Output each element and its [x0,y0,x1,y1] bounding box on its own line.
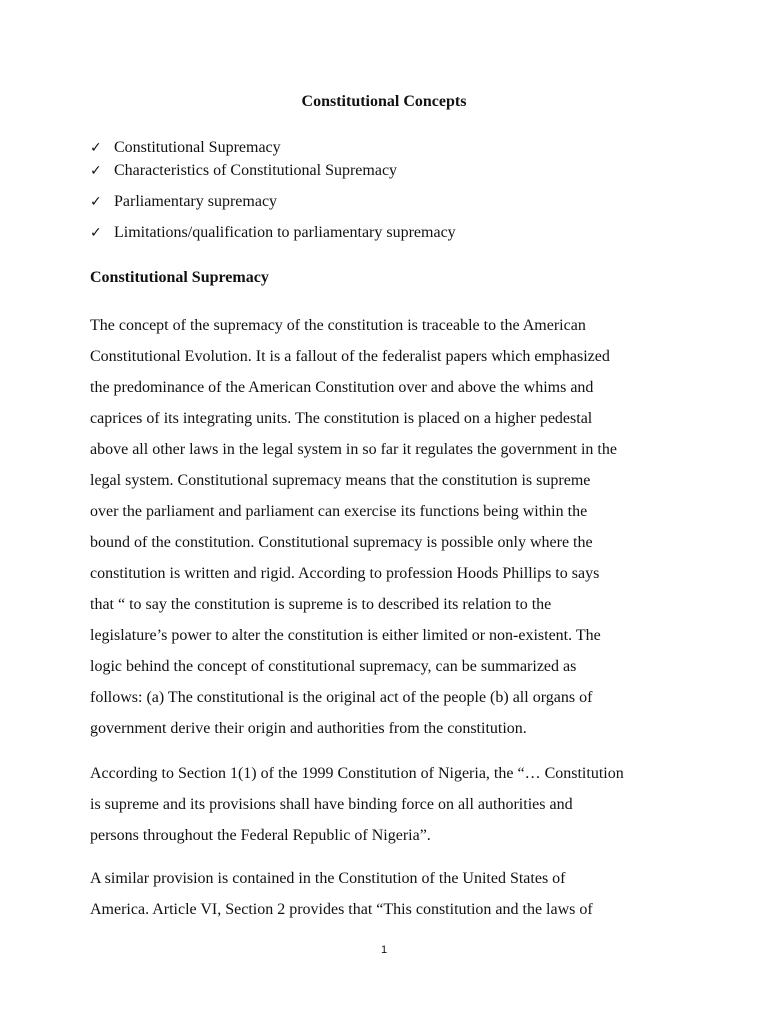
paragraph-us-constitution [90,863,680,925]
text-line: According to Section 1(1) of the 1999 Constitution of Nigeria, the “… Constitution [90,765,624,782]
text-line: Constitutional Evolution. It is a fallout of the federalist papers which emphasized [90,348,610,365]
checklist-item [90,192,456,212]
paragraph-constitutional-supremacy [90,310,680,744]
checklist-item [90,223,456,243]
checklist-item-label: Limitations/qualification to parliamentary supremacy [114,224,456,241]
text-line: follows: (a) The constitutional is the original act of the people (b) all organs of [90,689,593,706]
text-line: bound of the constitution. Constitutional supremacy is possible only where the [90,534,593,551]
text-line: logic behind the concept of constitutional supremacy, can be summarized as [90,658,577,675]
text-line: caprices of its integrating units. The constitution is placed on a higher pedestal [90,410,593,427]
text-line: constitution is written and rigid. According to profession Hoods Phillips to says [90,565,600,582]
checklist-item-label: Parliamentary supremacy [114,193,278,210]
text-line: legal system. Constitutional supremacy means that the constitution is supreme [90,472,591,489]
checklist-item-label: Characteristics of Constitutional Supremacy [114,162,398,179]
text-line: The concept of the supremacy of the constitution is traceable to the American [90,317,586,334]
section-heading: Constitutional Supremacy [90,269,269,286]
checklist-item [90,138,456,158]
page-number: 1 [380,944,388,956]
checkmark-icon: ✓ [90,194,102,210]
checkmark-icon: ✓ [90,163,102,179]
text-line: over the parliament and parliament can exercise its functions being within the [90,503,588,520]
text-line: that “ to say the constitution is supreme is to described its relation to the [90,596,552,613]
checkmark-icon: ✓ [90,140,102,156]
text-line: America. Article VI, Section 2 provides that “This constitution and the laws of [90,901,593,918]
checklist-item [90,161,456,181]
topic-checklist [90,138,456,243]
text-line: persons throughout the Federal Republic of Nigeria”. [90,827,431,844]
checklist-item-label: Constitutional Supremacy [114,139,281,156]
text-line: government derive their origin and authorities from the constitution. [90,720,527,737]
document-title: Constitutional Concepts [301,93,467,110]
checkmark-icon: ✓ [90,225,102,241]
text-line: legislature’s power to alter the constitution is either limited or non-existent. The [90,627,601,644]
paragraph-nigeria-section [90,758,680,851]
text-line: above all other laws in the legal system in so far it regulates the government in the [90,441,617,458]
text-line: the predominance of the American Constitution over and above the whims and [90,379,594,396]
text-line: is supreme and its provisions shall have binding force on all authorities and [90,796,573,813]
text-line: A similar provision is contained in the Constitution of the United States of [90,870,566,887]
